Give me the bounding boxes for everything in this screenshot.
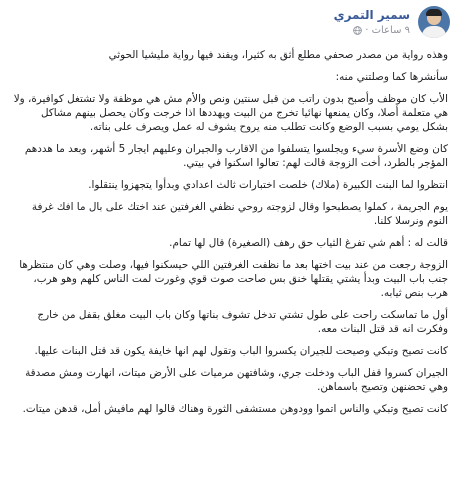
post-time[interactable]: ٩ ساعات · xyxy=(365,25,410,36)
author-name[interactable]: سمير التمري xyxy=(333,8,410,22)
post-paragraph-11: الجيران كسروا قفل الباب ودخلت جري، وشافتهن مرميات على الأرض ميتات، انهارت ومش مصدقة وهي تحضنهن وتصيح باسماهن. xyxy=(25,367,448,393)
post-header xyxy=(10,6,450,42)
post-paragraph-3: الأب كان موظف وأصبح بدون راتب من قبل سنتين ونص والأم مش هي موظفة ولا تشتغل كوافيرة، ولا هي متعلمة أصلا، وكان يمنعها نهائيا تخرج من البيت ويهددها اذا خرجت وكان يحصل بينهم مشاكل بشكل يومي بسبب الوضع وكانت تطلب منه يروح يشوف له عمل ويصرف على بناته. xyxy=(13,93,448,133)
post-paragraph-1: وهذه رواية من مصدر صحفي مطلع أثق به كثيرا، ويفند فيها رواية مليشيا الحوثي xyxy=(108,49,448,61)
avatar[interactable] xyxy=(418,6,450,38)
post-paragraph-5: انتظروا لما البنت الكبيرة (ملاك) خلصت اختبارات ثالث اعدادي وبدأوا يتجهزوا ينتقلوا. xyxy=(88,179,448,191)
globe-icon xyxy=(353,26,362,35)
post-paragraph-8: الزوجة رجعت من عند بيت اختها بعد ما نظفت الغرفتين اللي حيسكنوا فيها، وصلت وهي كان منتظرها جنب باب البيت وبدأ يشتي يقتلها خنق بس صاحت صوت قوي وغورت لمت الناس كلهم وهو هرب، هرب بنص ثيابه. xyxy=(19,259,448,299)
post-paragraph-7: قالت له : أهم شي تفرغ الثياب حق رهف (الصغيرة) قال لها تمام. xyxy=(169,237,448,249)
post-paragraph-10: كانت تصيح وتبكي وصيحت للجيران يكسروا الباب وتقول لهم انها خايفة يكون قد قتل البنات عليها. xyxy=(34,345,448,357)
post-paragraph-4: كان وضع الأسرة سيء ويجلسوا يتسلفوا من الاقارب والجيران وعليهم ايجار 5 أشهر، وبعد ما هددهم المؤجر بالطرد، أخت الزوجة قالت لهم: تعالوا اسكنوا في بيتي. xyxy=(24,143,448,169)
post-paragraph-6: يوم الجريمة ، كملوا يصطبحوا وقال لزوجته روحي نظفي الغرفتين عند اختك على بال ما افك غرفة النوم ونرسلا كلنا. xyxy=(31,201,448,227)
post-paragraph-2: سأنشرها كما وصلتني منه: xyxy=(335,71,448,83)
post-meta xyxy=(353,25,410,36)
post-paragraph-9: أول ما تماسكت راحت على طول تشتي تدخل تشوف بناتها وكان باب البيت مغلق بقفل من خارج وفكرت انه قد قتل البنات معه. xyxy=(37,309,448,335)
post-paragraph-12: كانت تصيح وتبكي والناس اتموا وودوهن مستشفى الثورة وهناك قالوا لهم مافيش أمل، قدهن ميتات. xyxy=(22,403,448,415)
post-body xyxy=(12,48,448,424)
